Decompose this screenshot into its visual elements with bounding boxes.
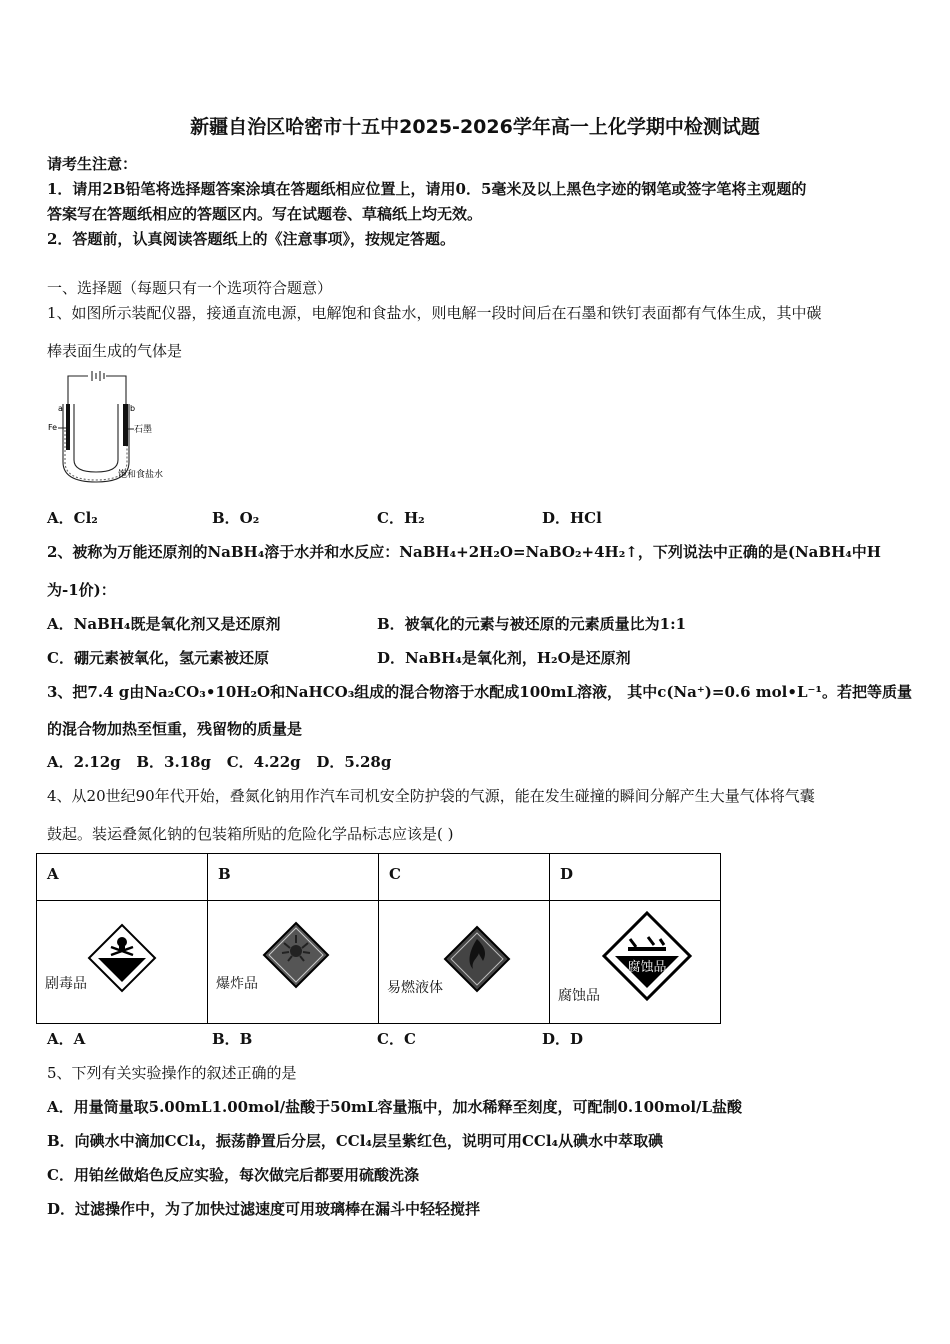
q2-option-b: B．被氧化的元素与被还原的元素质量比为1:1: [377, 615, 687, 633]
table-header-c: C: [379, 854, 550, 901]
q1-option-d: D．HCl: [542, 509, 602, 527]
flammable-sign-icon: [443, 925, 511, 997]
q2-stem-line-2: 为-1价)：: [47, 581, 116, 599]
q5-stem: 5、下列有关实验操作的叙述正确的是: [47, 1064, 297, 1082]
q5-option-c: C．用铂丝做焰色反应实验，每次做完后都要用硫酸洗涤: [47, 1166, 419, 1184]
hazard-sign-table: [36, 853, 721, 1024]
label-b: b: [130, 404, 136, 413]
q3-options: A．2.12g B．3.18g C．4.22g D．5.28g: [47, 753, 392, 771]
corrosive-sign-text: 腐蚀品: [627, 960, 667, 975]
notice-heading: 请考生注意：: [47, 155, 138, 173]
caption-corrosive: 腐蚀品: [558, 988, 600, 1004]
electrolysis-apparatus-figure: [48, 370, 188, 490]
q1-stem-line-2: 棒表面生成的气体是: [47, 342, 183, 360]
q2-option-c: C．硼元素被氧化，氢元素被还原: [47, 649, 269, 667]
table-header-a: A: [37, 854, 208, 901]
corrosive-sign-icon: [602, 911, 692, 1005]
q4-option-b: B．B: [212, 1030, 253, 1048]
q2-option-a: A．NaBH₄既是氧化剂又是还原剂: [47, 615, 281, 633]
q4-option-d: D．D: [542, 1030, 584, 1048]
sign-cell-corrosive: [550, 901, 721, 1024]
q1-option-b: B．O₂: [212, 509, 260, 527]
toxic-sign-icon: [87, 923, 157, 997]
notice-line-3: 2．答题前，认真阅读答题纸上的《注意事项》，按规定答题。: [47, 230, 455, 248]
q4-option-c: C．C: [377, 1030, 416, 1048]
sign-cell-flammable: [379, 901, 550, 1024]
page-title: 新疆自治区哈密市十五中2025-2026学年高一上化学期中检测试题: [190, 116, 760, 138]
q5-option-a: A．用量筒量取5.00mL1.00mol/盐酸于50mL容量瓶中，加水稀释至刻度，可配制0.100mol/L盐酸: [47, 1098, 743, 1116]
notice-line-1: 1．请用2B铅笔将选择题答案涂填在答题纸相应位置上，请用0．5毫米及以上黑色字迹的钢笔或签字笔将主观题的: [47, 180, 807, 198]
q5-option-d: D．过滤操作中，为了加快过滤速度可用玻璃棒在漏斗中轻轻搅拌: [47, 1200, 481, 1218]
sign-cell-explosive: [208, 901, 379, 1024]
q1-stem-line-1: 1、如图所示装配仪器，接通直流电源，电解饱和食盐水，则电解一段时间后在石墨和铁钉表面都有气体生成，其中碳: [47, 304, 822, 322]
label-graphite: 石墨: [134, 425, 153, 435]
notice-line-2: 答案写在答题纸相应的答题区内。写在试题卷、草稿纸上均无效。: [47, 205, 483, 223]
explosive-sign-icon: [262, 921, 330, 993]
q1-option-a: A．Cl₂: [47, 509, 98, 527]
label-a: a: [58, 404, 63, 413]
q2-option-d: D．NaBH₄是氧化剂，H₂O是还原剂: [377, 649, 631, 667]
q3-stem-line-2: 的混合物加热至恒重，残留物的质量是: [47, 720, 303, 738]
sign-cell-toxic: [37, 901, 208, 1024]
table-header-d: D: [550, 854, 721, 901]
caption-toxic: 剧毒品: [45, 976, 87, 992]
q2-stem-line-1: 2、被称为万能还原剂的NaBH₄溶于水并和水反应：NaBH₄+2H₂O=NaBO₂+4H₂↑，下列说法中正确的是(NaBH₄中H: [47, 543, 881, 561]
q4-stem-line-1: 4、从20世纪90年代开始，叠氮化钠用作汽车司机安全防护袋的气源，能在发生碰撞的瞬间分解产生大量气体将气囊: [47, 787, 815, 805]
section-heading: 一、选择题（每题只有一个选项符合题意）: [47, 279, 333, 297]
caption-flammable: 易燃液体: [387, 980, 443, 996]
label-brine: 饱和食盐水: [118, 470, 164, 480]
label-fe: Fe: [48, 423, 58, 432]
q4-option-a: A．A: [47, 1030, 86, 1048]
q1-option-c: C．H₂: [377, 509, 425, 527]
q4-stem-line-2: 鼓起。装运叠氮化钠的包装箱所贴的危险化学品标志应该是( ): [47, 825, 454, 843]
q3-stem-line-1: 3、把7.4 g由Na₂CO₃•10H₂O和NaHCO₃组成的混合物溶于水配成100mL溶液， 其中c(Na⁺)=0.6 mol•L⁻¹。若把等质量: [47, 683, 912, 701]
q5-option-b: B．向碘水中滴加CCl₄，振荡静置后分层，CCl₄层呈紫红色，说明可用CCl₄从碘水中萃取碘: [47, 1132, 664, 1150]
table-header-b: B: [208, 854, 379, 901]
caption-explosive: 爆炸品: [216, 976, 258, 992]
